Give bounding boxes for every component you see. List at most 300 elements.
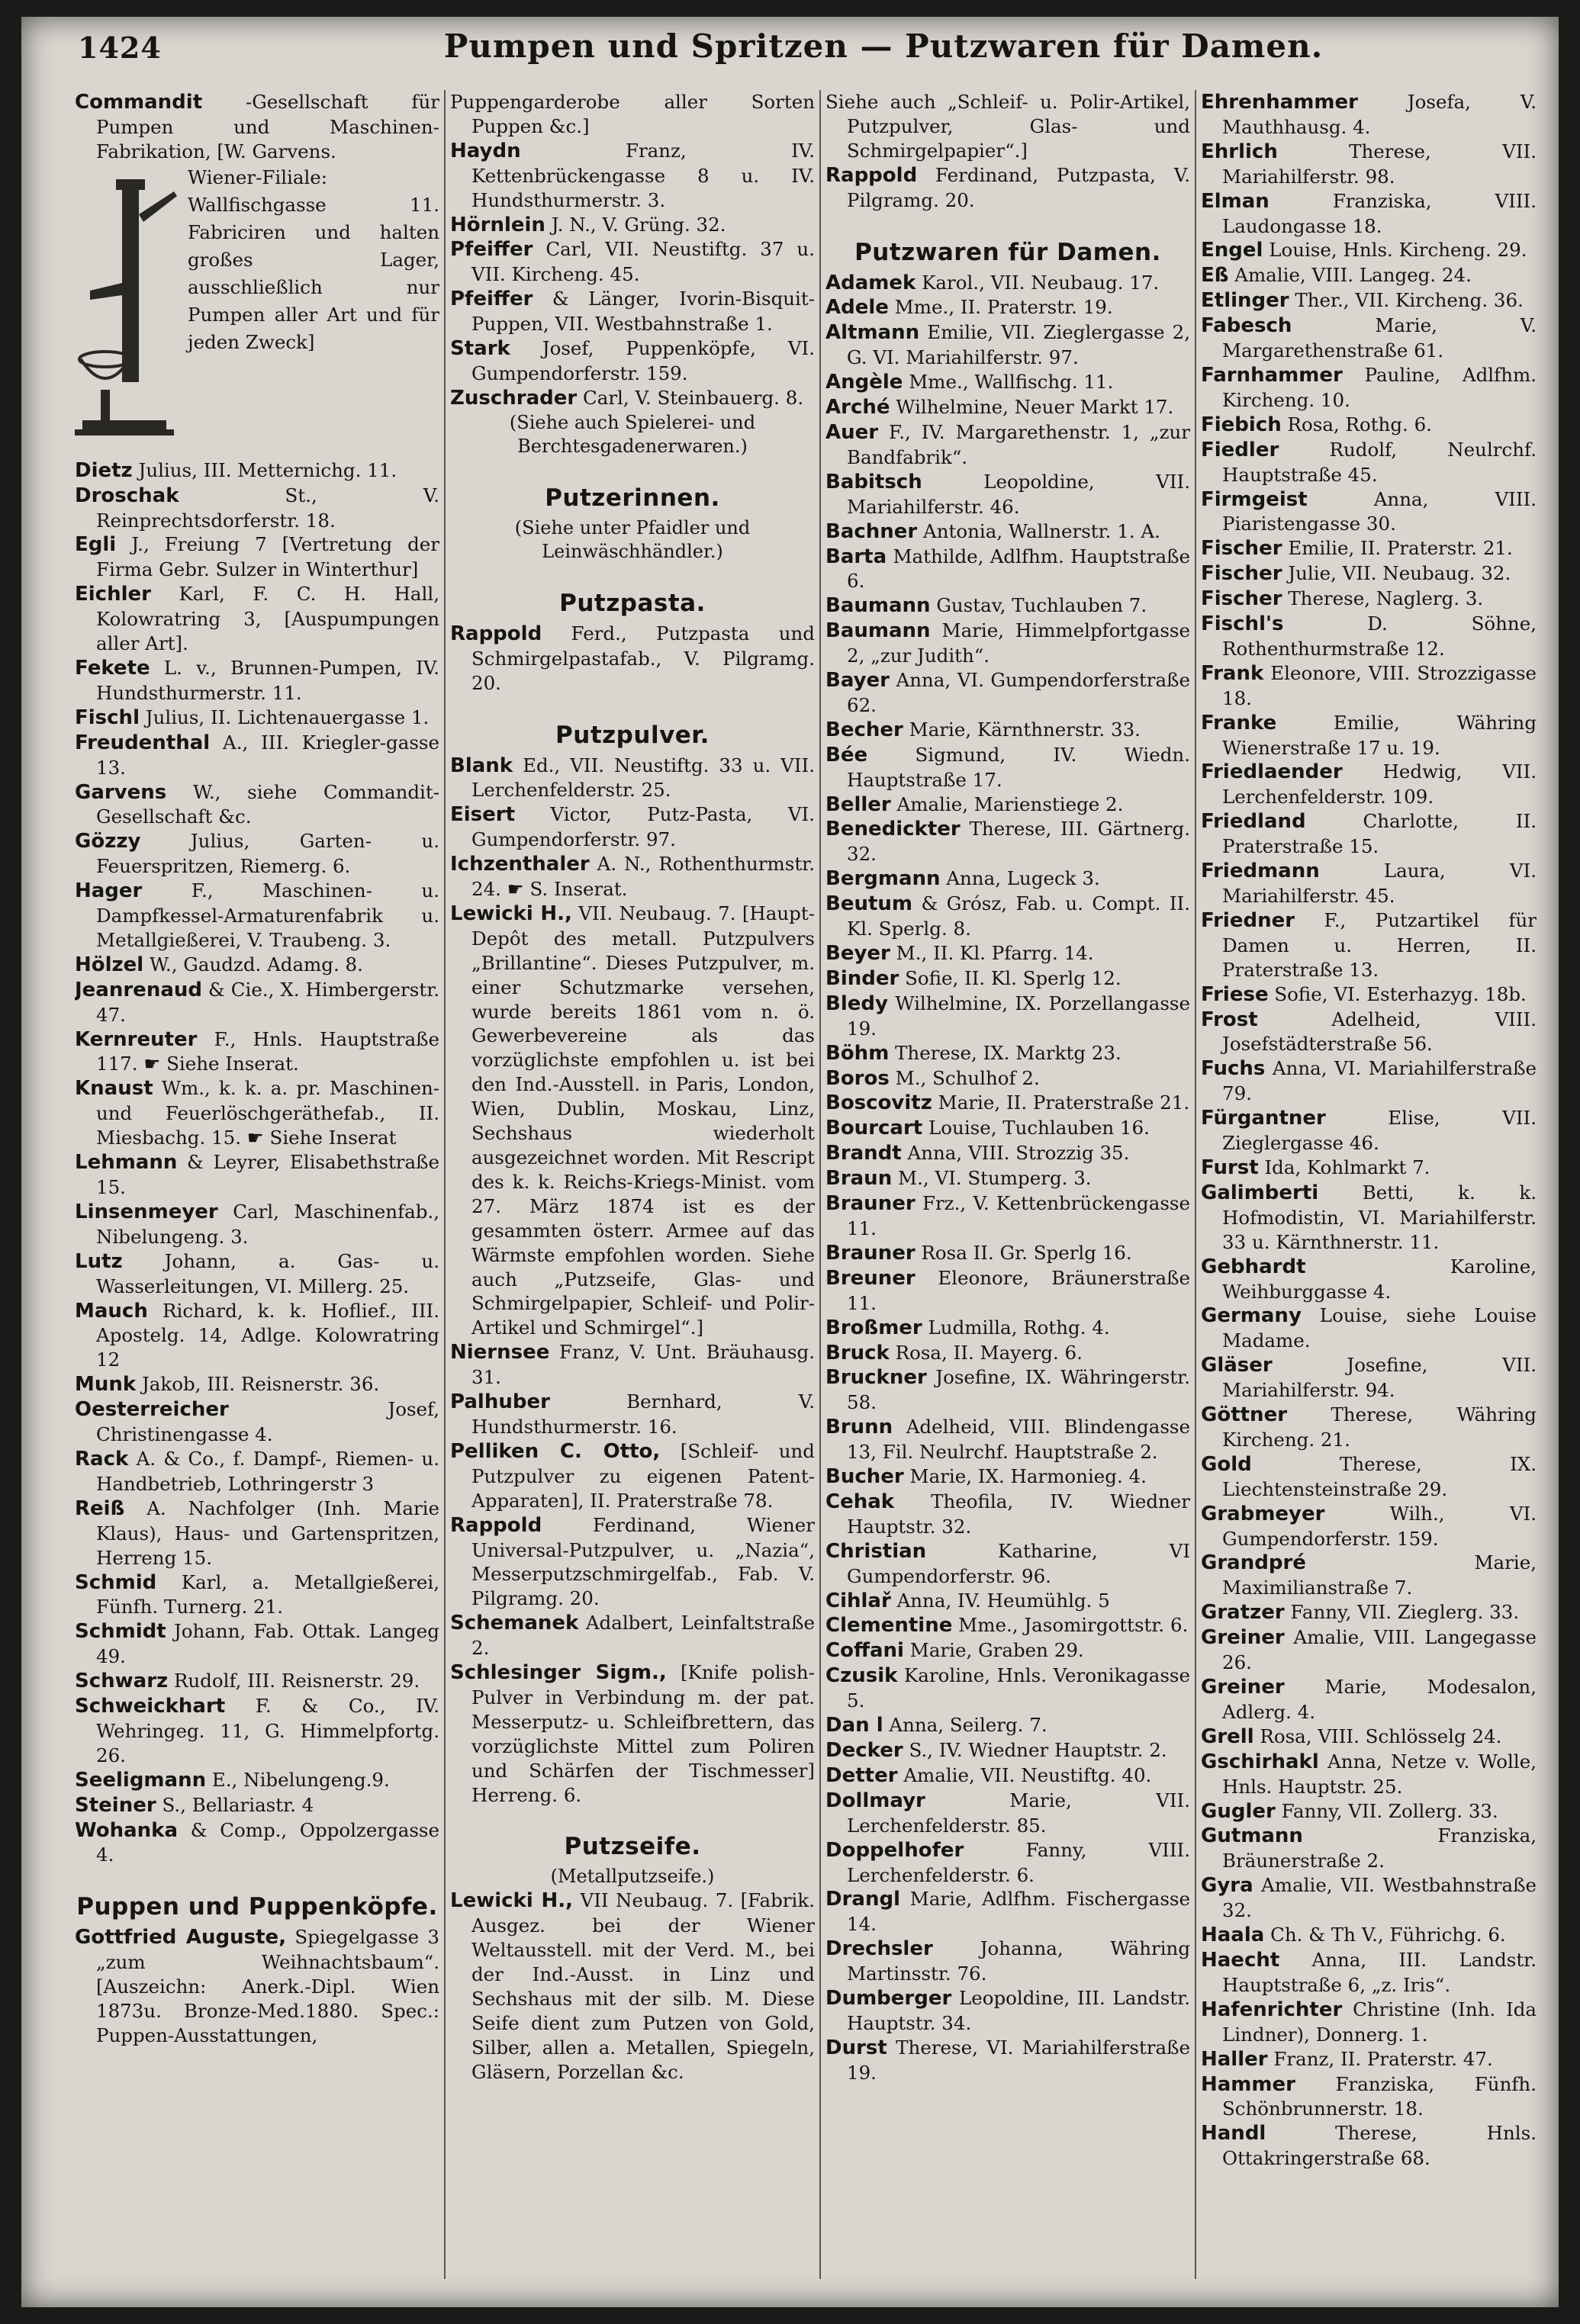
entry-name: Egli [75, 533, 117, 557]
entry-name: Schmidt [75, 1620, 166, 1644]
entry-text: Johanna, Währing Martinsstr. 76. [847, 1937, 1190, 1985]
entry-name: Böhm [825, 1041, 890, 1065]
entry-name: Pelliken C. Otto, [450, 1439, 661, 1463]
list-item [825, 743, 1190, 792]
entry-text: & Cie., X. Himbergerstr. 47. [96, 978, 439, 1026]
entry-text: & Comp., Oppolzergasse 4. [96, 1818, 439, 1866]
entry-name: Hölzel [75, 953, 144, 976]
entry-name: Commandit [75, 91, 203, 114]
entry-name: Zuschrader [450, 386, 578, 410]
entry-text: Carl, VII. Neustiftg. 37 u. VII. Kircheng. 45. [471, 238, 815, 286]
entry-name: Niernsee [450, 1341, 550, 1365]
entry-text: Marie, Himmelpfortgasse 2, „zur Judith“. [847, 619, 1190, 667]
list-item [75, 1793, 439, 1818]
entry-name: Bledy [825, 992, 888, 1015]
list-item [825, 1091, 1190, 1116]
list-item [75, 1925, 439, 2048]
page-number: 1424 [78, 31, 162, 65]
entry-text: Eleonore, Bräunerstraße 11. [847, 1266, 1190, 1314]
entry-name: Oesterreicher [75, 1398, 229, 1422]
entry-name: Fabesch [1201, 314, 1292, 338]
entry-name: Eichler [75, 583, 151, 606]
entry-name: Christian [825, 1539, 927, 1563]
list-item [75, 656, 439, 706]
entry-text: VII. Neubaug. 7. [Haupt-Depôt des metall. Putzpulvers „Brillantine“. Dieses Putzpulver, m. einer Schutzmarke versehen, wurde bereits 1861 vom n. ö. Gewerbevereine als das vorzüglichste empfohlen u. ist bei den Ind.-Ausstell. in Paris, London, Wien, Dublin, Moskau, Linz, Sechshaus wiederholt ausgezeichnet worden. Mit Rescript des k. k. Reichs-Kriegs-Minist. vom 27. März 1874 ist es der gesammten österr. Armee auf das Wärmste empfohlen worden. Siehe auch „Putzseife, Glas- und Schmirgelpapier, Schleif- und Polir-Artikel und Schmirgel“.] [471, 902, 815, 1339]
entry-name: Beller [825, 792, 891, 816]
list-item [450, 852, 815, 902]
entry-name: Friedland [1201, 810, 1306, 834]
entry-name: Bruckner [825, 1366, 927, 1390]
entry-list [825, 90, 1190, 213]
entry-text: Amalie, VIII. Langeg. 24. [1228, 264, 1472, 287]
list-item [825, 1041, 1190, 1066]
list-item [825, 866, 1190, 892]
entry-text: Ida, Kohlmarkt 7. [1258, 1156, 1430, 1178]
list-item [75, 829, 439, 879]
entry-name: Linsenmeyer [75, 1200, 218, 1223]
list-item [450, 336, 815, 386]
entry-text: Marie, IX. Harmonieg. 4. [903, 1465, 1147, 1488]
list-item [1201, 536, 1537, 561]
section-title: Putzpasta. [559, 589, 706, 617]
entry-name: Eß [1201, 264, 1229, 288]
entry-name: Haydn [450, 139, 521, 162]
entry-name: Kernreuter [75, 1027, 198, 1051]
entry-name: Drangl [825, 1888, 900, 1911]
list-item [825, 1638, 1190, 1663]
entry-name: Gebhardt [1201, 1255, 1306, 1278]
entry-text: Rudolf, Neulrchf. Hauptstraße 45. [1222, 438, 1537, 486]
list-item [75, 706, 439, 731]
entry-name: Munk [75, 1373, 137, 1397]
list-item [75, 1447, 439, 1496]
entry-text: A. N., Rothenthurmstr. 24. ☛ S. Inserat. [471, 853, 815, 901]
entry-text: S., IV. Wiedner Hauptstr. 2. [903, 1739, 1167, 1761]
entry-name: Durst [825, 2036, 887, 2059]
entry-text: Frz., V. Kettenbrückengasse 11. [847, 1192, 1190, 1239]
entry-text: Franz, V. Unt. Bräuhausg. 31. [471, 1341, 815, 1389]
entry-name: Rappold [450, 622, 542, 645]
list-item [75, 1496, 439, 1570]
entry-text: L. v., Brunnen-Pumpen, IV. Hundsthurmerstr. 11. [96, 656, 439, 704]
entry-text: Eleonore, VIII. Strozzigasse 18. [1222, 661, 1537, 709]
entry-name: Friedmann [1201, 860, 1320, 883]
list-item [1201, 1600, 1537, 1625]
entry-text: W., siehe Commandit-Gesellschaft &c. [96, 780, 439, 828]
entry-name: Brauner [825, 1192, 915, 1216]
list-item [825, 992, 1190, 1041]
entry-text: Karoline, Weihburggasse 4. [1222, 1255, 1537, 1303]
list-item [825, 1763, 1190, 1789]
entry-text: Karol., VII. Neubaug. 17. [915, 271, 1160, 294]
entry-name: Greiner [1201, 1626, 1285, 1650]
entry-list [450, 1888, 815, 2084]
entry-name: Knaust [75, 1077, 153, 1101]
entry-text: Anna, VIII. Strozzig 35. [901, 1142, 1130, 1165]
entry-text: J. N., V. Grüng. 32. [545, 213, 726, 236]
list-item [1201, 1106, 1537, 1156]
entry-name: Droschak [75, 484, 179, 507]
entry-name: Friese [1201, 982, 1269, 1006]
entry-name: Greiner [1201, 1676, 1285, 1699]
list-item [75, 90, 439, 164]
entry-name: Franke [1201, 711, 1277, 734]
list-item [1201, 1923, 1537, 1948]
entry-text: Therese, IX. Liechtensteinstraße 29. [1222, 1452, 1537, 1500]
entry-text: Anna, VI. Mariahilferstraße 79. [1222, 1057, 1537, 1105]
entry-list [450, 622, 815, 696]
entry-text: Amalie, VII. Neustiftg. 40. [897, 1763, 1152, 1786]
entry-text: & Länger, Ivorin-Bisquit-Puppen, VII. Westbahnstraße 1. [471, 288, 815, 336]
entry-text: Christine (Inh. Ida Lindner), Donnerg. 1. [1222, 1998, 1537, 2046]
column-rule [444, 90, 446, 2279]
list-item [1201, 809, 1537, 859]
list-item [825, 1986, 1190, 2036]
list-item [825, 320, 1190, 370]
entry-name: Garvens [75, 780, 167, 804]
entry-name: Beyer [825, 942, 890, 965]
entry-text: Spiegelgasse 3 „zum Weihnachtsbaum“. [Auszeichn: Anerk.-Dipl. Wien 1873u. Bronze-Med.1880. Spec.: Puppen-Ausstattungen, [96, 1926, 439, 2046]
entry-text: Anna, Netze v. Wolle, Hnls. Hauptstr. 25. [1222, 1750, 1537, 1798]
entry-text: Therese, Hnls. Ottakringerstraße 68. [1222, 2122, 1537, 2170]
list-item [825, 545, 1190, 594]
entry-text: Johann, Fab. Ottak. Langeg 49. [96, 1620, 439, 1668]
list-item [1201, 1725, 1537, 1750]
entry-name: Becher [825, 718, 903, 741]
entry-text: Carl, V. Steinbauerg. 8. [577, 386, 804, 409]
list-item [1201, 1452, 1537, 1502]
entry-name: Angèle [825, 371, 903, 394]
entry-text: Wilhelmine, Neuer Markt 17. [890, 396, 1174, 419]
entry-text: St., V. Reinprechtsdorferstr. 18. [96, 484, 439, 532]
entry-name: Handl [1201, 2122, 1266, 2146]
entry-name: Farnhammer [1201, 363, 1343, 387]
list-item [450, 139, 815, 213]
entry-text: Victor, Putz-Pasta, VI. Gumpendorferstr. 97. [471, 803, 815, 851]
entry-name: Grell [1201, 1725, 1254, 1748]
entry-text: Franz, IV. Kettenbrückengasse 8 u. IV. Hundsthurmerstr. 3. [471, 139, 815, 211]
list-item [1201, 1625, 1537, 1675]
entry-name: Boscovitz [825, 1091, 932, 1115]
list-item [825, 1589, 1190, 1614]
entry-name: Gutmann [1201, 1824, 1303, 1848]
list-item [1201, 1750, 1537, 1799]
entry-name: Stark [450, 337, 510, 361]
entry-name: Dietz [75, 458, 133, 482]
entry-name: Hammer [1201, 2072, 1295, 2096]
entry-text: Adalbert, Leinfaltstraße 2. [471, 1612, 815, 1660]
entry-name: Schemanek [450, 1612, 579, 1635]
entry-name: Dollmayr [825, 1789, 925, 1812]
entry-text: Rosa II. Gr. Sperlg 16. [915, 1241, 1132, 1264]
entry-text: Josefa, V. Mauthhausg. 4. [1222, 91, 1537, 138]
entry-name: Haecht [1201, 1948, 1280, 1972]
list-item [1201, 1799, 1537, 1824]
list-item [825, 1663, 1190, 1713]
list-item [1201, 1156, 1537, 1181]
entry-text: Josef, Christinengasse 4. [96, 1398, 439, 1446]
list-item [1201, 1056, 1537, 1106]
list-item [825, 271, 1190, 296]
cross-reference-note: (Siehe unter Pfaidler und Leinwäschhändler.) [514, 516, 751, 562]
entry-name: Grabmeyer [1201, 1502, 1325, 1525]
list-item [450, 902, 815, 1340]
list-item [75, 484, 439, 533]
entry-text: Julius, Garten- u. Feuerspritzen, Riemerg. 6. [96, 830, 439, 878]
entry-text: Ferdinand, Putzpasta, V. Pilgramg. 20. [847, 163, 1190, 211]
list-item [825, 519, 1190, 545]
entry-name: Breuner [825, 1266, 915, 1290]
list-item [825, 1464, 1190, 1490]
entry-text: & Grósz, Fab. u. Compt. II. Kl. Sperlg. 8. [847, 892, 1190, 940]
list-item [75, 1200, 439, 1249]
list-item [1201, 760, 1537, 809]
list-item [75, 1768, 439, 1793]
entry-name: Rappold [450, 1513, 542, 1537]
page-header [21, 17, 1559, 76]
entry-text: E., Nibelungeng.9. [206, 1768, 390, 1791]
list-item [825, 1365, 1190, 1415]
entry-name: Detter [825, 1763, 898, 1787]
entry-text: Leopoldine, VII. Mariahilferstr. 46. [847, 470, 1190, 518]
entry-name: Hager [75, 879, 143, 903]
entry-text: Therese, Naglerg. 3. [1282, 587, 1484, 610]
column-rule [1195, 90, 1196, 2279]
entry-text: Marie, Kärnthnerstr. 33. [903, 718, 1141, 741]
entry-text: Johann, a. Gas- u. Wasserleitungen, VI. Millerg. 25. [96, 1249, 439, 1297]
entry-text: Franziska, Fünfh. Schönbrunnerstr. 18. [1222, 2072, 1537, 2120]
pump-advertisement [75, 164, 439, 454]
list-item [1201, 313, 1537, 363]
list-item [1201, 2121, 1537, 2171]
entry-name: Barta [825, 545, 887, 568]
entry-name: Schlesinger Sigm., [450, 1661, 667, 1685]
entry-text: Josef, Puppenköpfe, VI. Gumpendorferstr. 159. [471, 337, 815, 384]
entry-name: Ichzenthaler [450, 853, 590, 876]
pump-icon [75, 169, 182, 443]
entry-list [450, 90, 815, 411]
list-item [825, 966, 1190, 992]
column-3 [825, 90, 1190, 2294]
list-item [825, 1887, 1190, 1937]
entry-name: Lutz [75, 1249, 123, 1273]
entry-name: Rack [75, 1447, 129, 1471]
list-item [450, 622, 815, 696]
entry-name: Friedner [1201, 908, 1295, 932]
list-item [1201, 288, 1537, 313]
entry-text: M., VI. Stumperg. 3. [892, 1167, 1092, 1190]
entry-name: Frank [1201, 661, 1264, 685]
list-item [450, 213, 815, 238]
entry-name: Steiner [75, 1793, 156, 1817]
list-item [1201, 438, 1537, 487]
entry-name: Fiedler [1201, 438, 1279, 461]
entry-name: Fischl [75, 706, 140, 729]
list-item [825, 420, 1190, 470]
entry-text: Ther., VII. Kircheng. 36. [1289, 289, 1524, 312]
list-item [1201, 1948, 1537, 1998]
entry-text: Wm., k. k. a. pr. Maschinen- und Feuerlöschgeräthefab., II. Miesbachg. 15. ☛ Siehe Inserat [96, 1077, 439, 1149]
entry-name: Dan l [825, 1714, 883, 1737]
entry-name: Coffani [825, 1639, 904, 1663]
list-item [1201, 1675, 1537, 1725]
entry-name: Bayer [825, 669, 890, 693]
list-item [825, 1316, 1190, 1341]
entry-text: Louise, siehe Louise Madame. [1222, 1304, 1537, 1352]
entry-name: Palhuber [450, 1390, 550, 1414]
entry-text: Franz, II. Praterstr. 47. [1267, 2047, 1493, 2070]
entry-text: Wilhelmine, IX. Porzellangasse 19. [847, 992, 1190, 1040]
cross-reference-note: (Siehe auch Spielerei- und Berchtesgadenerwaren.) [509, 411, 756, 457]
entry-name: Fürgantner [1201, 1107, 1326, 1130]
entry-text: F., Hnls. Hauptstraße 117. ☛ Siehe Inserat. [96, 1027, 439, 1075]
entry-text: Betti, k. k. Hofmodistin, VI. Mariahilferstr. 33 u. Kärnthnerstr. 11. [1222, 1181, 1537, 1253]
list-item [825, 295, 1190, 320]
entry-name: Elman [1201, 189, 1269, 213]
list-item [75, 458, 439, 484]
list-item [825, 470, 1190, 519]
entry-text: Josefine, IX. Währingerstr. 58. [847, 1366, 1190, 1414]
list-item [825, 593, 1190, 619]
entry-name: Haala [1201, 1924, 1265, 1947]
list-item [825, 2036, 1190, 2085]
entry-text: F., Putzartikel für Damen u. Herren, II. Praterstraße 13. [1222, 908, 1537, 981]
list-item [75, 1299, 439, 1373]
entry-text: Therese, VI. Mariahilferstraße 19. [847, 2036, 1190, 2084]
entry-text: J., Freiung 7 [Vertretung der Firma Gebr. Sulzer in Winterthur] [96, 533, 439, 581]
entry-name: Schmid [75, 1570, 157, 1594]
list-item [825, 1838, 1190, 1888]
entry-text: Franziska, VIII. Laudongasse 18. [1222, 189, 1537, 237]
entry-name: Schwarz [75, 1670, 169, 1693]
entry-text: Wilh., VI. Gumpendorferstr. 159. [1222, 1502, 1537, 1550]
entry-text: Anna, IV. Heumühlg. 5 [890, 1589, 1110, 1612]
entry-text: Emilie, VII. Zieglergasse 2, G. VI. Mariahilferstr. 97. [847, 321, 1190, 369]
list-item [1201, 982, 1537, 1008]
list-item [75, 1150, 439, 1200]
list-item [450, 1340, 815, 1390]
list-item [450, 1611, 815, 1660]
column-1 [75, 90, 439, 2294]
list-item [825, 792, 1190, 818]
entry-text: A., III. Kriegler-gasse 13. [96, 731, 439, 779]
entry-text: Fanny, VII. Zieglerg. 33. [1284, 1601, 1520, 1624]
entry-name: Pfeiffer [450, 288, 533, 311]
list-item [825, 1415, 1190, 1464]
entry-text: Ferdinand, Wiener Universal-Putzpulver, u. „Nazia“, Messerputzschmirgelfab., Fab. V. Pilgramg. 20. [471, 1513, 815, 1610]
list-item [450, 802, 815, 852]
list-item [825, 817, 1190, 866]
list-item [825, 1789, 1190, 1838]
entry-text: F., IV. Margarethenstr. 1, „zur Bandfabrik“. [847, 420, 1190, 468]
entry-name: Altmann [825, 321, 920, 345]
entry-text: Therese, Währing Kircheng. 21. [1222, 1403, 1537, 1451]
entry-name: Gyra [1201, 1874, 1253, 1898]
entry-name: Binder [825, 966, 899, 990]
entry-name: Benedickter [825, 818, 961, 841]
entry-text: Ed., VII. Neustiftg. 33 u. VII. Lerchenfelderstr. 25. [471, 754, 815, 802]
list-item [825, 163, 1190, 213]
entry-name: Broßmer [825, 1316, 922, 1339]
entry-text: Karl, a. Metallgießerei, Fünfh. Turnerg. 21. [96, 1570, 439, 1618]
list-item [75, 1372, 439, 1397]
list-item [1201, 1353, 1537, 1403]
entry-name: Hafenrichter [1201, 1998, 1343, 2021]
entry-name: Gözzy [75, 830, 141, 853]
running-title: Pumpen und Spritzen — Putzwaren für Damen. [443, 27, 1324, 65]
entry-text: Mme., II. Praterstr. 19. [888, 296, 1113, 319]
entry-text: Amalie, VII. Westbahnstraße 32. [1222, 1874, 1537, 1922]
list-item [75, 1570, 439, 1620]
section-title: Puppen und Puppenköpfe. [76, 1893, 438, 1921]
entry-list [75, 1925, 439, 2048]
entry-text: Amalie, VIII. Langegasse 26. [1222, 1626, 1537, 1674]
entry-name: Grandpré [1201, 1551, 1306, 1575]
entry-name: Beutum [825, 892, 912, 916]
entry-name: Lehmann [75, 1151, 178, 1175]
entry-name: Freudenthal [75, 731, 211, 754]
entry-text: Mme., Jasomirgottstr. 6. [952, 1614, 1189, 1637]
entry-text: Bernhard, V. Hundsthurmerstr. 16. [471, 1390, 815, 1438]
entry-name: Adele [825, 296, 889, 320]
entry-text: Anna, VIII. Piaristengasse 30. [1222, 487, 1537, 535]
list-item [75, 978, 439, 1027]
list-item [450, 1439, 815, 1513]
list-item [450, 754, 815, 803]
list-item [825, 1191, 1190, 1241]
entry-text: Sofie, II. Kl. Sperlg 12. [899, 966, 1121, 989]
list-item [1201, 1403, 1537, 1452]
entry-name: Firmgeist [1201, 487, 1308, 511]
directory-page [21, 17, 1559, 2307]
list-item [1201, 1551, 1537, 1600]
entry-name: Cihlař [825, 1589, 891, 1612]
list-item [75, 1818, 439, 1868]
list-item [1201, 587, 1537, 612]
entry-name: Fischer [1201, 587, 1282, 611]
list-item [1201, 1502, 1537, 1551]
list-item [825, 1341, 1190, 1366]
list-item [825, 370, 1190, 395]
entry-name: Decker [825, 1739, 903, 1762]
entry-text: Sigmund, IV. Wiedn. Hauptstraße 17. [847, 743, 1190, 791]
entry-text: Hedwig, VII. Lerchenfelderstr. 109. [1222, 760, 1537, 808]
list-item [75, 879, 439, 953]
list-item [825, 1266, 1190, 1316]
entry-text: Siehe auch „Schleif- u. Polir-Artikel, Putzpulver, Glas- und Schmirgelpapier“.] [825, 91, 1190, 162]
entry-text: Mathilde, Adlfhm. Hauptstraße 6. [847, 545, 1190, 593]
entry-text: Therese, III. Gärtnerg. 32. [847, 818, 1190, 866]
entry-text: Fanny, VII. Zollerg. 33. [1275, 1799, 1498, 1822]
entry-name: Cehak [825, 1490, 895, 1513]
list-item [1201, 1181, 1537, 1255]
entry-text: F. & Co., IV. Wehringeg. 11, G. Himmelpfortg. 26. [96, 1695, 439, 1766]
list-item [75, 1397, 439, 1447]
entry-name: Arché [825, 396, 890, 419]
entry-text: M., Schulhof 2. [889, 1066, 1040, 1089]
entry-text: Puppengarderobe aller Sorten Puppen &c.] [450, 91, 815, 137]
list-item [1201, 859, 1537, 908]
list-item [450, 1888, 815, 2084]
list-item [1201, 711, 1537, 760]
entry-text: Anna, VI. Gumpendorferstraße 62. [847, 669, 1190, 716]
list-item [75, 780, 439, 830]
list-item [825, 1141, 1190, 1166]
entry-name: Mauch [75, 1299, 148, 1323]
entry-name: Hörnlein [450, 213, 545, 236]
section-title: Putzpulver. [555, 721, 710, 749]
list-item [825, 668, 1190, 718]
